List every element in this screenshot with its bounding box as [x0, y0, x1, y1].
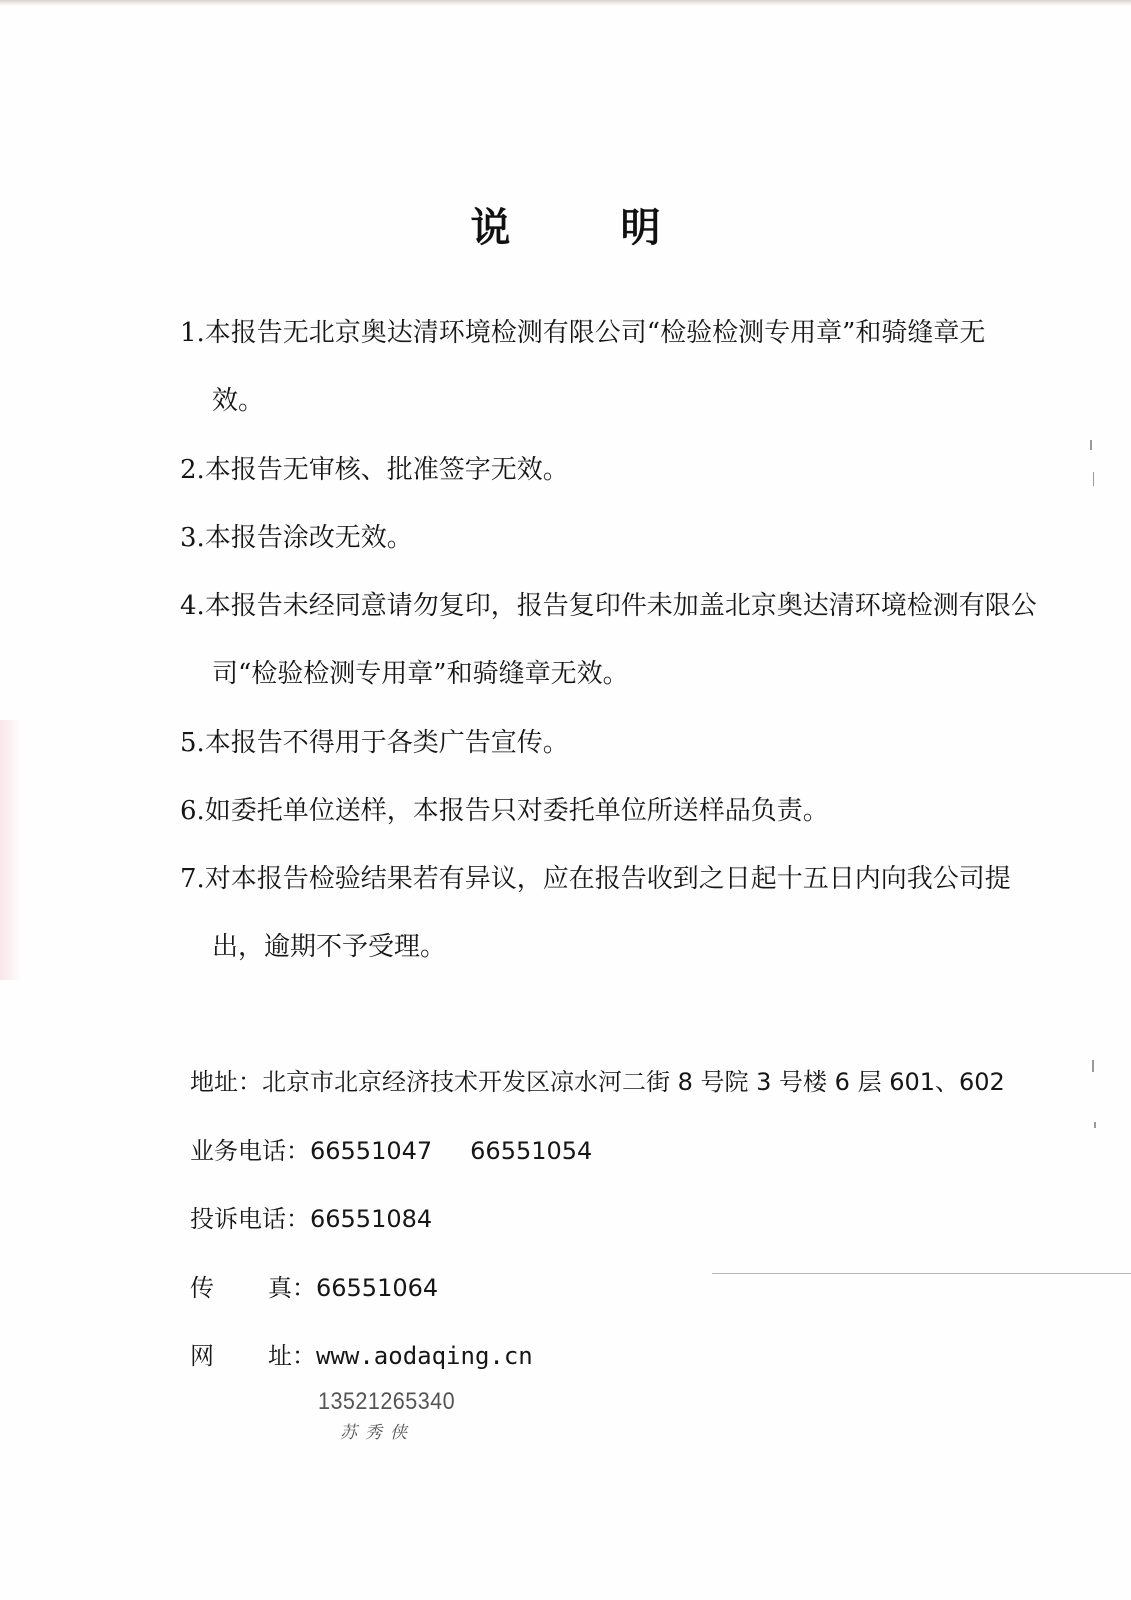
website-line [190, 1336, 533, 1371]
title-char-1: 说 [470, 205, 511, 251]
stamp-name: 苏秀侠 [340, 1423, 415, 1443]
note-item-4: 4.本报告未经同意请勿复印，报告复印件未加盖北京奥达清环境检测有限公 [180, 591, 1037, 621]
business-phone-2: 66551054 [470, 1137, 593, 1165]
website-label-2: 址： [268, 1342, 316, 1370]
note-item-3: 3.本报告涂改无效。 [180, 523, 413, 553]
complaint-phone-label: 投诉电话： [190, 1205, 310, 1233]
business-phone-label: 业务电话： [190, 1137, 310, 1165]
website-url: www.aodaqing.cn [316, 1342, 533, 1370]
note-item-2: 2.本报告无审核、批准签字无效。 [180, 455, 569, 485]
business-phone-1: 66551047 [310, 1137, 433, 1165]
business-phone-line [190, 1131, 592, 1166]
scan-rule-line [712, 1273, 1131, 1274]
address-line [190, 1062, 1005, 1097]
scan-mark [1090, 440, 1092, 450]
scan-mark [1094, 1122, 1096, 1128]
title-char-2: 明 [620, 205, 661, 251]
website-label-1: 网 [190, 1342, 214, 1370]
fax-line [190, 1268, 438, 1303]
note-item-1: 1.本报告无北京奥达清环境检测有限公司“检验检测专用章”和骑缝章无 [180, 318, 986, 348]
address-label: 地址： [190, 1068, 262, 1096]
page-title [0, 196, 1131, 253]
note-item-7: 7.对本报告检验结果若有异议，应在报告收到之日起十五日内向我公司提 [180, 864, 1011, 894]
scan-edge-tint [0, 720, 22, 980]
note-item-5: 5.本报告不得用于各类广告宣传。 [180, 728, 569, 758]
scan-mark [1093, 472, 1094, 486]
note-item-4-cont: 司“检验检测专用章”和骑缝章无效。 [212, 659, 629, 689]
complaint-phone: 66551084 [310, 1205, 433, 1233]
scan-edge [0, 0, 1131, 6]
note-item-7-cont: 出，逾期不予受理。 [212, 932, 447, 962]
complaint-phone-line [190, 1199, 432, 1234]
address-value: 北京市北京经济技术开发区凉水河二街 8 号院 3 号楼 6 层 601、602 [262, 1068, 1005, 1096]
note-item-6: 6.如委托单位送样，本报告只对委托单位所送样品负责。 [180, 796, 829, 826]
stamp-phone: 13521265340 [318, 1388, 456, 1415]
fax-label-1: 传 [190, 1274, 214, 1302]
fax-label-2: 真： [268, 1274, 316, 1302]
scan-mark [1092, 1060, 1094, 1072]
fax-number: 66551064 [316, 1274, 439, 1302]
note-item-1-cont: 效。 [212, 386, 265, 416]
